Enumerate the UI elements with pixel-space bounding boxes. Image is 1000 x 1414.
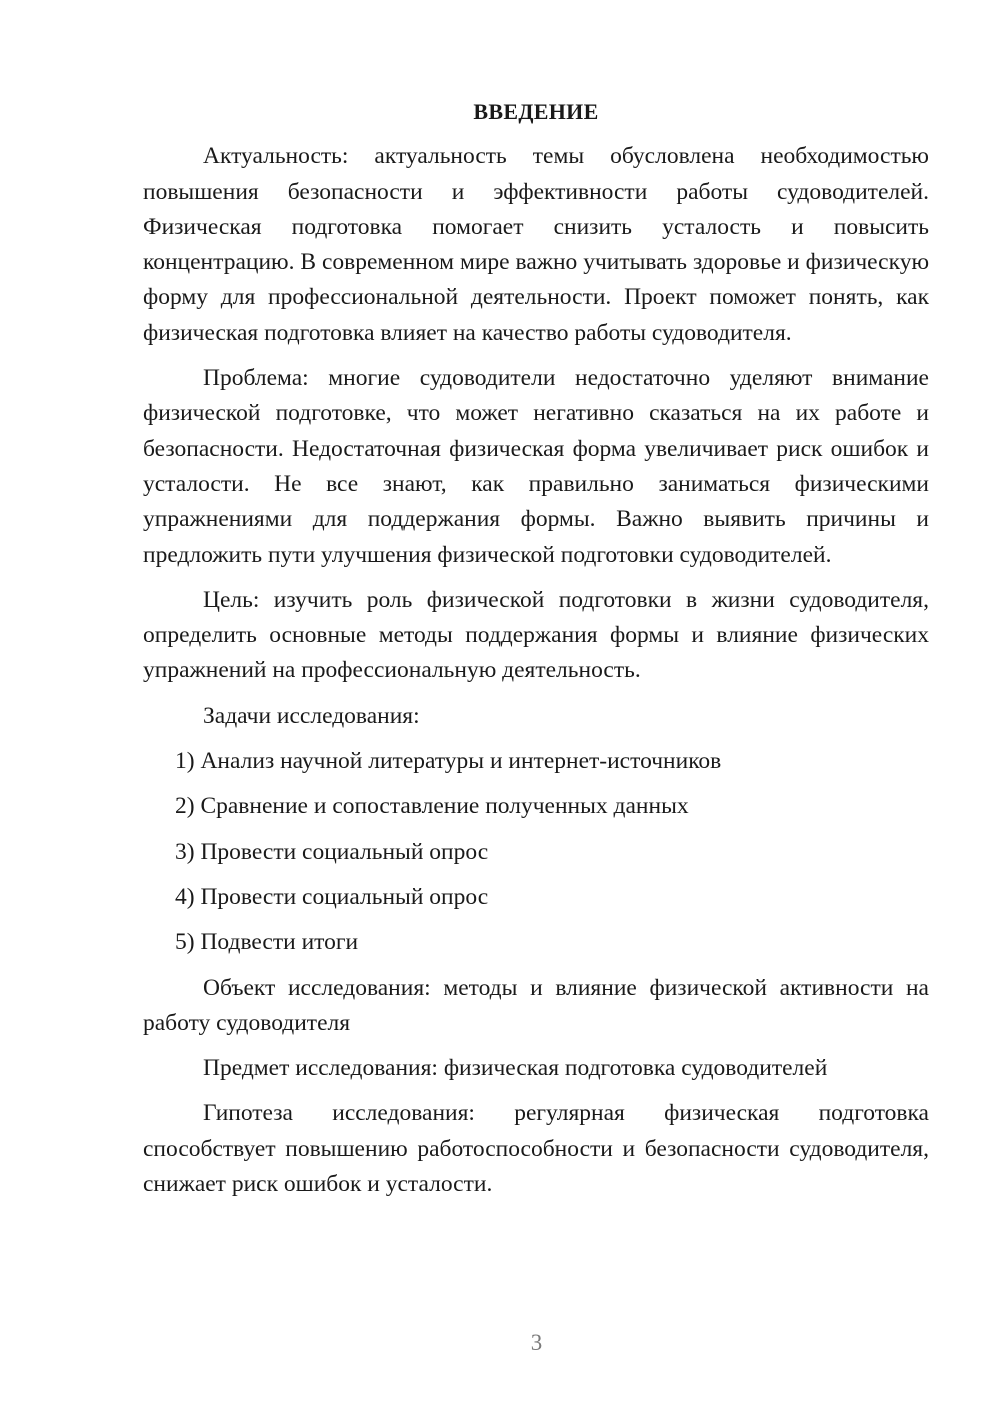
paragraph-subject: Предмет исследования: физическая подготовка судоводителей (203, 1055, 828, 1082)
paragraph-tasks-heading: Задачи исследования: (203, 702, 420, 729)
page-title: ВВЕДЕНИЕ (473, 99, 599, 124)
list-item: 2) Сравнение и сопоставление полученных данных (175, 793, 689, 820)
page-content (143, 94, 929, 1212)
list-item: 4) Провести социальный опрос (175, 883, 489, 910)
list-item: 5) Подвести итоги (175, 929, 359, 956)
paragraph-problem: Проблема: многие судоводители недостаточно уделяют внимание физической подготовке, что может негативно сказаться на их работе и безопасности. Недостаточная физическая форма увеличивает риск ошибок и усталости. Не все знают, как правильно заниматься физическими упражнениями для поддержания формы. Важно выявить причины и предложить пути улучшения физической подготовки судоводителей. (143, 365, 929, 568)
paragraph-hypothesis: Гипотеза исследования: регулярная физическая подготовка способствует повышению работоспособности и безопасности судоводителя, снижает риск ошибок и усталости. (143, 1100, 929, 1198)
paragraph-relevance: Актуальность: актуальность темы обусловлена необходимостью повышения безопасности и эффективности работы судоводителей. Физическая подготовка помогает снизить усталость и повысить концентрацию. В современном мире важно учитывать здоровье и физическую форму для профессиональной деятельности. Проект поможет понять, как физическая подготовка влияет на качество работы судоводителя. (143, 143, 929, 346)
page-number: 3 (530, 1330, 543, 1355)
list-item: 1) Анализ научной литературы и интернет-источников (175, 748, 722, 775)
tasks-list (143, 744, 929, 960)
paragraph-object: Объект исследования: методы и влияние физической активности на работу судоводителя (143, 974, 929, 1036)
paragraph-goal: Цель: изучить роль физической подготовки в жизни судоводителя, определить основные методы поддержания формы и влияние физических упражнений на профессиональную деятельность. (143, 586, 929, 684)
list-item: 3) Провести социальный опрос (175, 838, 489, 865)
